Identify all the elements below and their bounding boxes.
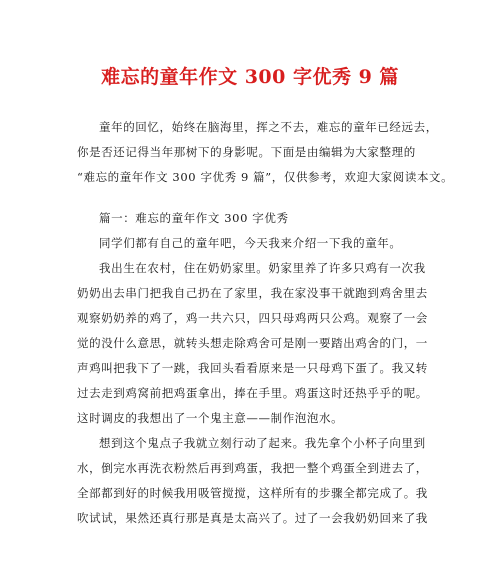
section-heading: 篇一：难忘的童年作文 300 字优秀 xyxy=(99,211,289,225)
intro-line: 你是否还记得当年那树下的身影呢。下面是由编辑为大家整理的 xyxy=(77,145,416,159)
intro-line: “难忘的童年作文 300 字优秀 9 篇”，仅供参考，欢迎大家阅读本文。 xyxy=(77,170,454,184)
body-line: 过去走到鸡窝前把鸡蛋拿出，捧在手里。鸡蛋这时还热乎乎的呢。 xyxy=(77,386,428,400)
document-body xyxy=(77,115,454,531)
body-line: 想到这个鬼点子我就立刻行动了起来。我先拿个小杯子向里到 xyxy=(99,436,426,450)
body-line: 这时调皮的我想出了一个鬼主意——制作泡泡水。 xyxy=(77,411,344,425)
body-paragraph-3 xyxy=(77,431,429,531)
body-line: 吹试试，果然还真行那是真是太高兴了。过了一会我奶奶回来了我 xyxy=(77,511,428,525)
intro-paragraph xyxy=(77,115,454,190)
body-paragraph-1 xyxy=(77,231,429,256)
body-paragraph-2 xyxy=(77,256,429,431)
body-line: 全部都到好的时候我用吸管搅搅，这样所有的步骤全都完成了。我 xyxy=(77,486,428,500)
section-heading-paragraph xyxy=(77,206,429,231)
body-line: 声鸡叫把我下了一跳，我回头看看原来是一只母鸡下蛋了。我又转 xyxy=(77,361,428,375)
intro-line: 童年的回忆，始终在脑海里，挥之不去，难忘的童年已经远去， xyxy=(99,120,438,134)
body-line: 观察奶奶养的鸡了，鸡一共六只，四只母鸡两只公鸡。观察了一会 xyxy=(77,311,428,325)
body-line: 奶奶出去串门把我自己扔在了家里，我在家没事干就跑到鸡舍里去 xyxy=(77,286,428,300)
body-line: 觉的没什么意思，就转头想走除鸡舍可是刚一要踏出鸡舍的门，一 xyxy=(77,336,428,350)
body-line: 我出生在农村，住在奶奶家里。奶家里养了许多只鸡有一次我 xyxy=(99,261,426,275)
body-line: 同学们都有自己的童年吧，今天我来介绍一下我的童年。 xyxy=(99,236,402,250)
document-title: 难忘的童年作文 300 字优秀 9 篇 xyxy=(101,66,399,88)
body-line: 水，倒完水再洗衣粉然后再到鸡蛋，我把一整个鸡蛋全到进去了， xyxy=(77,461,428,475)
